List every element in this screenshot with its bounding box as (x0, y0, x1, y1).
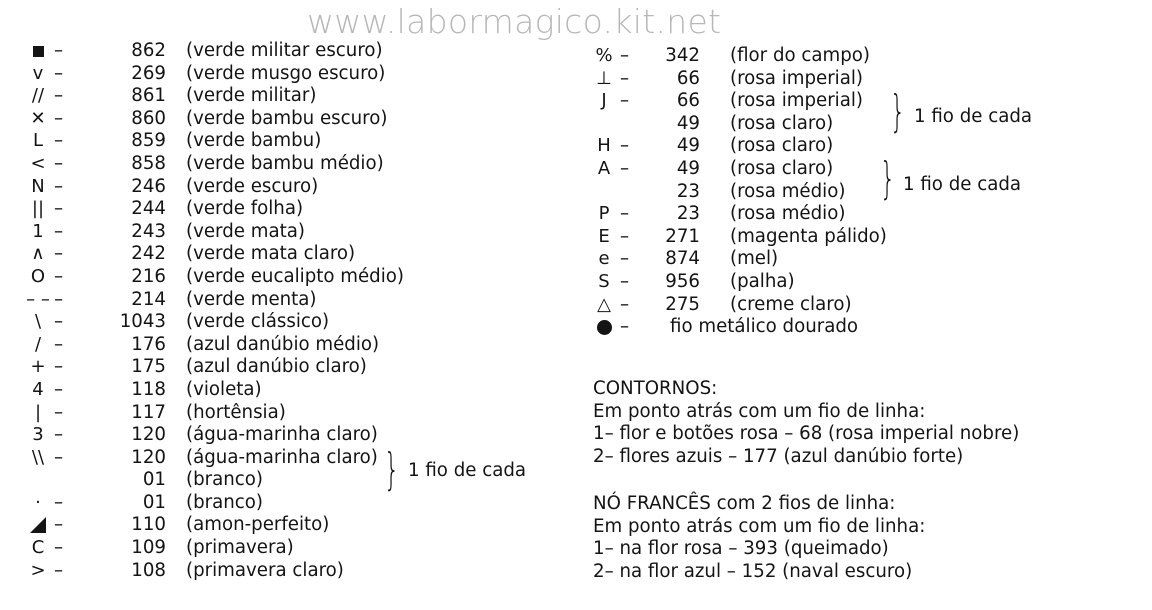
symbol-dash: – (54, 491, 64, 513)
symbol-triangle-filled-icon (26, 514, 50, 537)
thread-description: (verde bambu escuro) (186, 107, 388, 129)
symbol-dash: – (54, 40, 64, 61)
contornos-line-3: 2– flores azuis – 177 (azul danúbio forte) (593, 445, 964, 467)
thread-description: (azul danúbio claro) (186, 356, 367, 378)
thread-description: (verde escuro) (186, 175, 319, 197)
thread-code: 956 (665, 270, 700, 292)
thread-code: 108 (131, 559, 166, 581)
symbol-dash: – (54, 514, 64, 536)
symbol-dash: – (620, 45, 630, 66)
symbol-x-icon: ✕ (30, 107, 46, 129)
thread-description: (mel) (730, 248, 779, 270)
thread-description: (verde mata) (186, 220, 305, 242)
thread-code: 66 (676, 90, 700, 112)
thread-code: 01 (142, 491, 166, 513)
no-frances-line-1: Em ponto atrás com um fio de linha: (593, 515, 926, 537)
symbol-A-icon: A (597, 157, 611, 179)
right-brace-note-2: 1 fio de cada (903, 174, 1022, 195)
thread-code: 862 (131, 40, 166, 61)
symbol-dash: – (54, 265, 64, 287)
thread-description: (primavera) (186, 537, 294, 559)
thread-description: (rosa imperial) (730, 90, 864, 112)
symbol-double-bar-icon: || (31, 198, 45, 220)
symbol-dash: – (620, 203, 630, 225)
left-brace-icon: } (384, 444, 400, 495)
symbol-dash: – (54, 424, 64, 446)
symbol-square-filled-icon (26, 40, 50, 63)
thread-code: 859 (131, 130, 166, 152)
symbol-dash: – (54, 198, 64, 220)
symbol-dash: – (54, 356, 64, 378)
contornos-notes (593, 378, 1019, 468)
thread-description: (verde eucalipto médio) (186, 265, 405, 287)
symbol-dash: – (54, 85, 64, 107)
thread-description: (verde menta) (186, 288, 317, 310)
thread-code: 271 (665, 225, 700, 247)
no-frances-title: NÓ FRANCÊS com 2 fios de linha: (593, 493, 896, 514)
thread-code: 216 (131, 265, 166, 287)
symbol-double-slash-icon: // (31, 85, 45, 107)
symbol-L-icon: L (32, 130, 44, 152)
symbol-plus-icon: + (30, 356, 46, 378)
thread-description: (hortênsia) (186, 401, 286, 423)
thread-code: 23 (676, 180, 700, 202)
no-frances-line-3: 2– na flor azul – 152 (naval escuro) (593, 560, 913, 582)
symbol-backslash-icon: \ (34, 311, 42, 333)
symbol-angle-icon: < (30, 152, 46, 174)
thread-code: 861 (131, 85, 166, 107)
thread-code: 874 (665, 248, 700, 270)
thread-description: (palha) (730, 270, 795, 292)
thread-description: (flor do campo) (730, 45, 871, 66)
thread-description: (rosa médio) (730, 180, 846, 202)
no-frances-notes (593, 493, 925, 583)
symbol-dash: – (620, 157, 630, 179)
symbol-dash: – (54, 288, 64, 310)
contornos-line-2: 1– flor e botões rosa – 68 (rosa imperial nobre) (593, 423, 1020, 445)
symbol-dash: – (54, 107, 64, 129)
thread-code: 275 (665, 293, 700, 315)
symbol-dot-small-icon: · (35, 491, 41, 513)
symbol-double-backslash-icon: \\ (31, 446, 45, 468)
symbol-caret-icon: ∧ (31, 243, 45, 265)
thread-description: (verde militar escuro) (186, 40, 383, 61)
thread-code: 244 (131, 198, 166, 220)
symbol-dash: – (54, 62, 64, 84)
watermark-text: www.labormagico.kit.net (307, 2, 722, 41)
symbol-dash: – (620, 248, 630, 270)
thread-description: (primavera claro) (186, 559, 344, 581)
symbol-dash: – (54, 175, 64, 197)
thread-code: 120 (131, 424, 166, 446)
thread-code: 01 (142, 469, 166, 491)
thread-code: 243 (131, 220, 166, 242)
thread-description: (branco) (186, 469, 264, 491)
thread-code: 1043 (119, 311, 166, 333)
symbol-dot-filled-icon (592, 316, 616, 339)
symbol-dash: – (620, 293, 630, 315)
symbol-N-icon: N (31, 175, 45, 197)
thread-code: 246 (131, 175, 166, 197)
symbol-H-icon: H (597, 135, 611, 157)
symbol-dash: – (54, 152, 64, 174)
symbol-dash: – (54, 220, 64, 242)
thread-description: (azul danúbio médio) (186, 333, 380, 355)
thread-description: (rosa claro) (730, 135, 834, 157)
symbol-4-icon: 4 (32, 378, 44, 400)
right-brace-icon-1: } (890, 86, 906, 137)
symbol->-icon: > (30, 559, 46, 581)
symbol-dash: – (54, 333, 64, 355)
thread-code: 860 (131, 107, 166, 129)
symbol-dash: – (54, 130, 64, 152)
symbol-dash: – (54, 378, 64, 400)
thread-code: 175 (131, 356, 166, 378)
symbol-dash: – (620, 225, 630, 247)
thread-description: (amon-perfeito) (186, 514, 330, 536)
thread-code: 66 (676, 67, 700, 89)
symbol-dash-icon: – – (26, 288, 50, 310)
thread-description: (violeta) (186, 378, 262, 400)
thread-code: 342 (665, 45, 700, 66)
symbol-dash: – (620, 90, 630, 112)
thread-code: 269 (131, 62, 166, 84)
thread-description: (água-marinha claro) (186, 424, 378, 446)
thread-description: (verde mata claro) (186, 243, 356, 265)
thread-description: (verde folha) (186, 198, 304, 220)
thread-code: 110 (131, 514, 166, 536)
symbol-perp-icon: ⊥ (596, 67, 612, 89)
symbol-dash: – (54, 446, 64, 468)
thread-description: (água-marinha claro) (186, 446, 378, 468)
thread-code: 23 (676, 203, 700, 225)
thread-description: (rosa claro) (730, 112, 834, 134)
contornos-title: CONTORNOS: (593, 378, 718, 399)
thread-code: 118 (131, 378, 166, 400)
thread-code: 49 (676, 157, 700, 179)
thread-code: 49 (676, 135, 700, 157)
thread-description: (verde militar) (186, 85, 317, 107)
thread-code: 117 (131, 401, 166, 423)
symbol-O-icon: O (30, 265, 46, 287)
symbol-percent-icon: % (595, 45, 613, 66)
symbol-dash: – (54, 401, 64, 423)
thread-description: (rosa claro) (730, 157, 834, 179)
thread-code: 242 (131, 243, 166, 265)
symbol-dash: – (54, 559, 64, 581)
symbol-dash: – (620, 67, 630, 89)
right-brace-note-1: 1 fio de cada (914, 106, 1033, 127)
contornos-line-1: Em ponto atrás com um fio de linha: (593, 400, 926, 422)
symbol-triangle-outline-icon: △ (597, 293, 611, 315)
symbol-P-icon: P (598, 203, 610, 225)
thread-code: 176 (131, 333, 166, 355)
thread-description: (verde musgo escuro) (186, 62, 386, 84)
thread-description: (verde bambu médio) (186, 152, 384, 174)
thread-code: 109 (131, 537, 166, 559)
symbol-C-icon: C (31, 537, 45, 559)
left-brace-note: 1 fio de cada (408, 460, 527, 481)
thread-code: 214 (131, 288, 166, 310)
symbol-dash: – (54, 243, 64, 265)
thread-description: fio metálico dourado (670, 316, 859, 338)
symbol-3-icon: 3 (32, 424, 44, 446)
symbol-E-icon: E (598, 225, 610, 247)
symbol-dash: – (54, 537, 64, 559)
no-frances-line-2: 1– na flor rosa – 393 (queimado) (593, 538, 889, 560)
symbol-dash: – (54, 311, 64, 333)
thread-description: (creme claro) (730, 293, 852, 315)
thread-description: (branco) (186, 491, 264, 513)
symbol-dash: – (620, 316, 630, 338)
symbol-dash: – (620, 270, 630, 292)
thread-description: (verde clássico) (186, 311, 330, 333)
thread-description: (rosa imperial) (730, 67, 864, 89)
symbol-bar-icon: | (34, 401, 42, 423)
right-brace-icon-2: } (880, 153, 896, 204)
thread-code: 858 (131, 152, 166, 174)
thread-description: (verde bambu) (186, 130, 322, 152)
symbol-slash-icon: / (34, 333, 42, 355)
thread-code: 120 (131, 446, 166, 468)
thread-code: 49 (676, 112, 700, 134)
symbol-1-icon: 1 (32, 220, 44, 242)
symbol-dash: – (620, 135, 630, 157)
symbol-J-icon: J (601, 90, 607, 112)
thread-description: (rosa médio) (730, 203, 846, 225)
symbol-v-icon: v (32, 62, 44, 84)
symbol-e-icon: e (598, 248, 610, 270)
thread-description: (magenta pálido) (730, 225, 887, 247)
symbol-S-icon: S (598, 270, 610, 292)
